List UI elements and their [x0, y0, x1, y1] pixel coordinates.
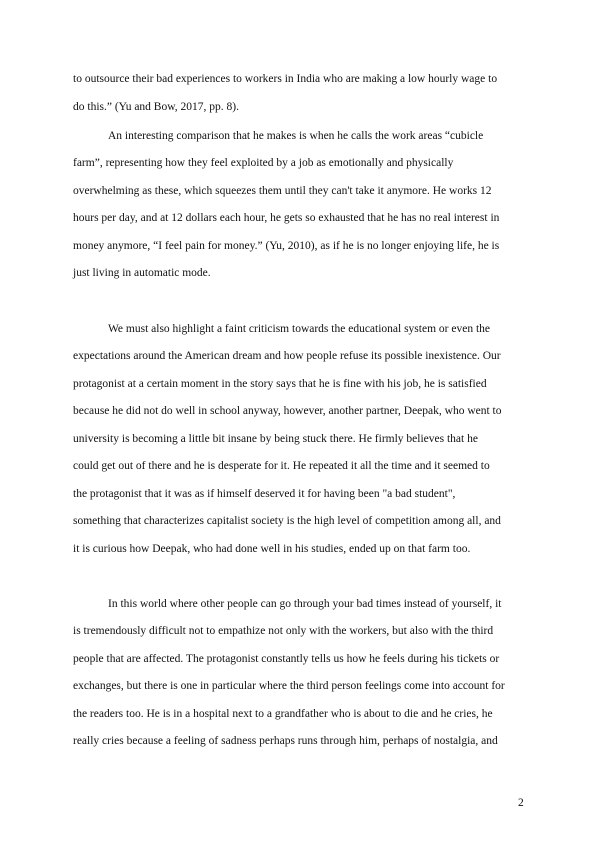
text-line: it is curious how Deepak, who had done well in his studies, ended up on that farm too. [73, 543, 471, 555]
text-line: protagonist at a certain moment in the story says that he is fine with his job, he is satisfied [73, 378, 487, 390]
text-line: because he did not do well in school anyway, however, another partner, Deepak, who went to [73, 405, 502, 417]
text-line: could get out of there and he is desperate for it. He repeated it all the time and it seemed to [73, 460, 490, 472]
text-line: exchanges, but there is one in particular where the third person feelings come into account for [73, 680, 505, 692]
text-line: In this world where other people can go through your bad times instead of yourself, it [108, 598, 502, 610]
text-line: the readers too. He is in a hospital next to a grandfather who is about to die and he cries, he [73, 708, 493, 720]
text-line: expectations around the American dream and how people refuse its possible inexistence. Our [73, 350, 501, 362]
text-line: farm”, representing how they feel exploited by a job as emotionally and physically [73, 157, 454, 169]
text-line: university is becoming a little bit insane by being stuck there. He firmly believes that he [73, 433, 478, 445]
text-line: money anymore, “I feel pain for money.” (Yu, 2010), as if he is no longer enjoying life, he is [73, 240, 500, 252]
text-line: something that characterizes capitalist society is the high level of competition among all, and [73, 515, 501, 527]
text-line: We must also highlight a faint criticism towards the educational system or even the [108, 323, 490, 335]
text-line: to outsource their bad experiences to workers in India who are making a low hourly wage to [73, 73, 498, 85]
page-number: 2 [518, 797, 524, 809]
text-line: An interesting comparison that he makes is when he calls the work areas “cubicle [108, 130, 484, 142]
text-line: the protagonist that it was as if himself deserved it for having been "a bad student", [73, 488, 456, 500]
text-line: people that are affected. The protagonist constantly tells us how he feels during his tickets or [73, 653, 500, 665]
text-line: really cries because a feeling of sadness perhaps runs through him, perhaps of nostalgia, and [73, 735, 498, 747]
text-line: just living in automatic mode. [73, 267, 211, 279]
text-line: is tremendously difficult not to empathize not only with the workers, but also with the third [73, 625, 494, 637]
text-line: do this.” (Yu and Bow, 2017, pp. 8). [73, 101, 239, 113]
text-line: hours per day, and at 12 dollars each hour, he gets so exhausted that he has no real interest in [73, 212, 500, 224]
text-line: overwhelming as these, which squeezes them until they can't take it anymore. He works 12 [73, 185, 492, 197]
